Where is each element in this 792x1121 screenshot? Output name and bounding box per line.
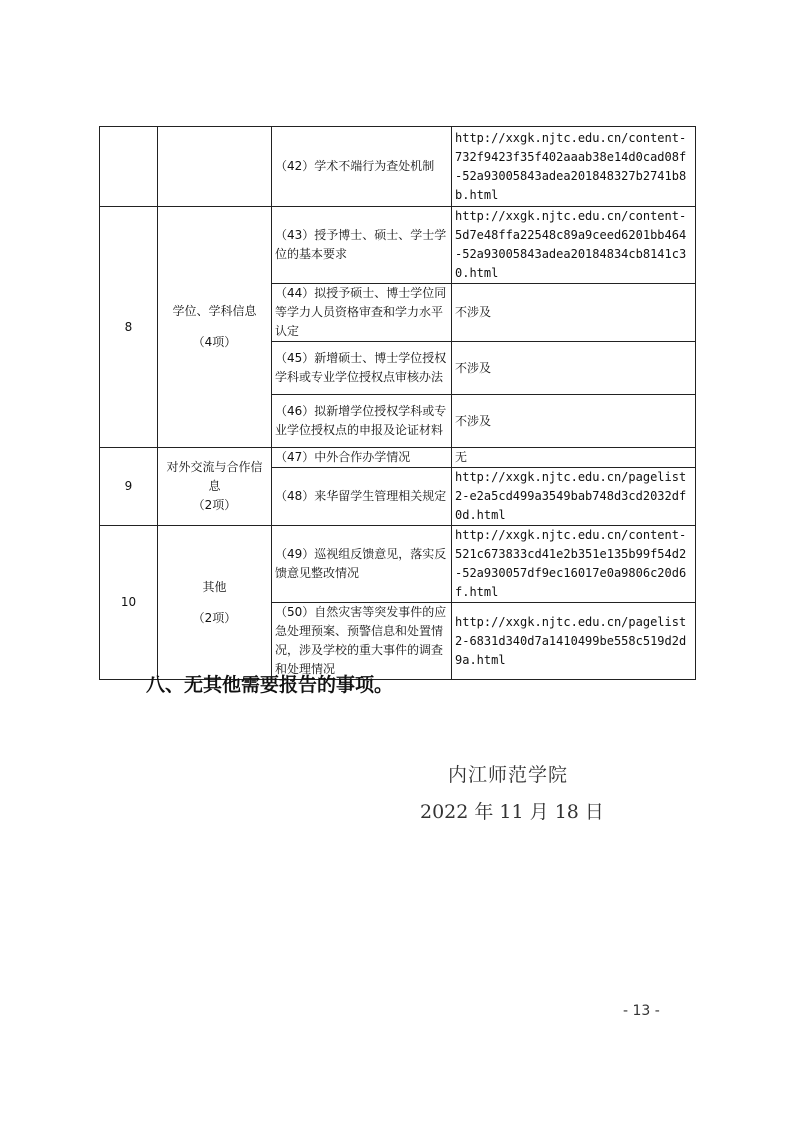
link-cell[interactable]: http://xxgk.njtc.edu.cn/content-732f9423f35f402aaab38e14d0cad08f-52a93005843adea201848327b2741b8b.html [452,127,696,207]
group-number: 8 [100,207,158,448]
item-cell: （48）来华留学生管理相关规定 [272,468,452,526]
item-cell: （42）学术不端行为查处机制 [272,127,452,207]
link-cell[interactable]: http://xxgk.njtc.edu.cn/content-5d7e48ffa22548c89a9ceed6201bb464-52a93005843adea20184834cb8141c30.html [452,207,696,284]
group-number-cell [100,127,158,207]
page-number: - 13 - [623,1003,660,1019]
table-row [100,127,696,207]
group-category-name: 学位、学科信息 [172,304,257,318]
link-cell[interactable]: http://xxgk.njtc.edu.cn/pagelist2-6831d340d7a1410499be558c519d2d9a.html [452,603,696,680]
item-cell: （45）新增硕士、博士学位授权学科或专业学位授权点审核办法 [272,342,452,395]
group-category-count: （2项） [192,610,237,625]
item-cell: （50）自然灾害等突发事件的应急处理预案、预警信息和处置情况，涉及学校的重大事件的调查和处理情况 [272,603,452,680]
link-cell[interactable]: http://xxgk.njtc.edu.cn/pagelist2-e2a5cd499a3549bab748d3cd2032df0d.html [452,468,696,526]
group-category-cell [158,127,272,207]
group-category [158,526,272,680]
signature-organization: 内江师范学院 [448,764,569,786]
disclosure-table [99,126,696,680]
group-category-count: （2项） [192,498,237,512]
group-category-name: 对外交流与合作信息 [166,460,263,493]
table-row [100,526,696,603]
value-cell: 不涉及 [452,284,696,342]
item-cell: （47）中外合作办学情况 [272,448,452,468]
table-row [100,207,696,284]
signature-date: 2022 年 11 月 18 日 [420,801,604,823]
group-category-count: （4项） [192,335,237,349]
item-cell: （43）授予博士、硕士、学士学位的基本要求 [272,207,452,284]
value-cell: 不涉及 [452,395,696,448]
item-cell: （46）拟新增学位授权学科或专业学位授权点的申报及论证材料 [272,395,452,448]
value-cell: 不涉及 [452,342,696,395]
link-cell[interactable]: http://xxgk.njtc.edu.cn/content-521c673833cd41e2b351e135b99f54d2-52a930057df9ec16017e0a9806c20d6f.html [452,526,696,603]
group-number: 10 [100,526,158,680]
section-heading: 八、无其他需要报告的事项。 [146,674,394,696]
table-row [100,448,696,468]
group-category [158,207,272,448]
value-cell: 无 [452,448,696,468]
group-category-name: 其他 [202,579,227,594]
item-cell: （44）拟授予硕士、博士学位同等学力人员资格审查和学力水平认定 [272,284,452,342]
group-category [158,448,272,526]
group-number: 9 [100,448,158,526]
item-cell: （49）巡视组反馈意见，落实反馈意见整改情况 [272,526,452,603]
